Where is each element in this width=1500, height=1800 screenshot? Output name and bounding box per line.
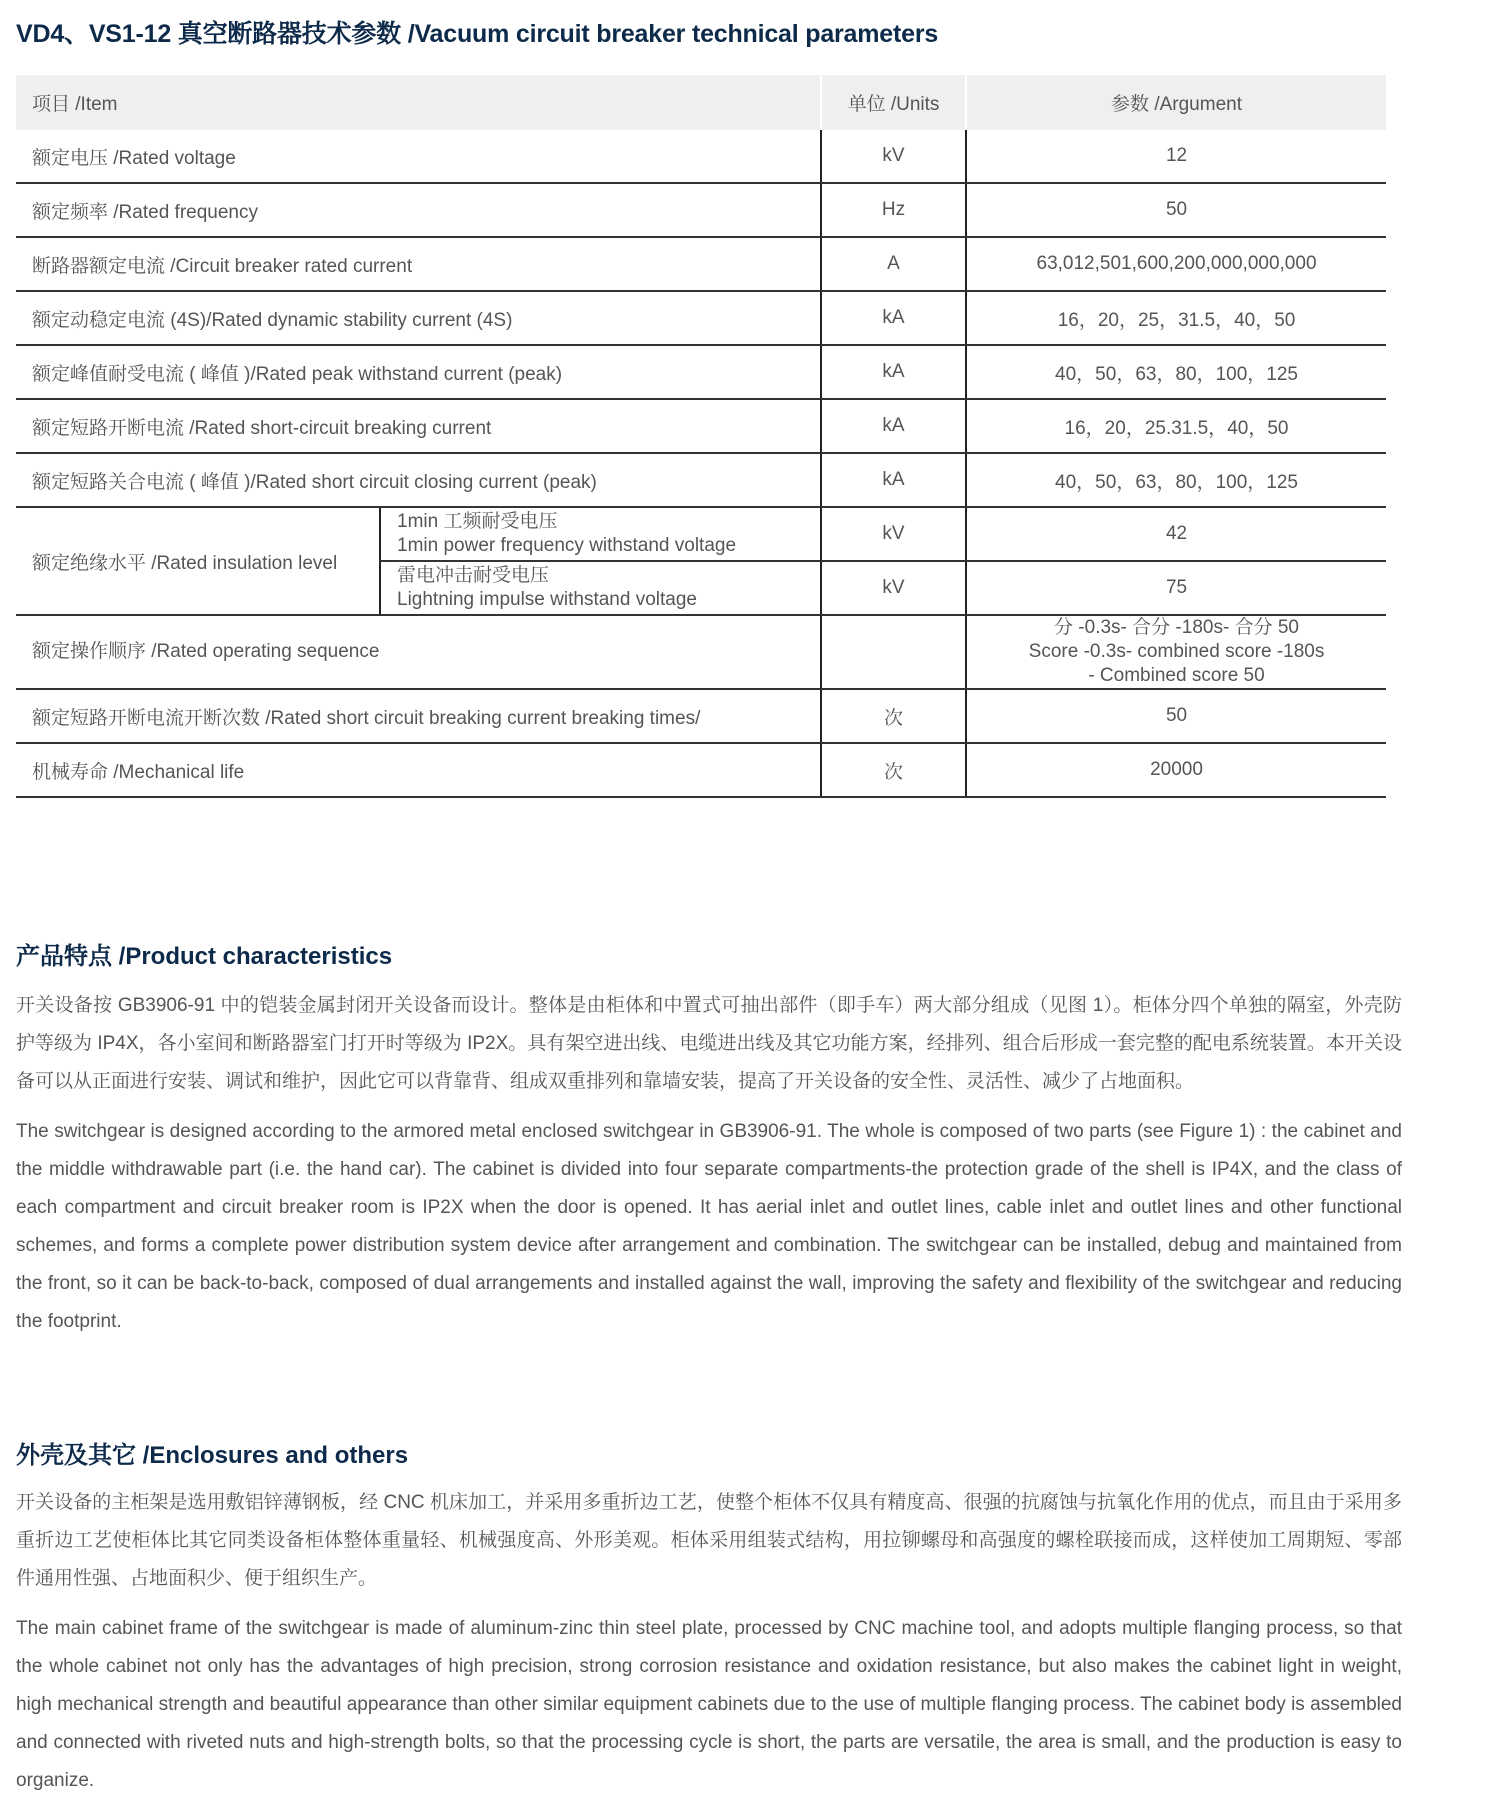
enclosures-paragraph-en: The main cabinet frame of the switchgear is made of aluminum-zinc thin steel plate, processed by CNC machine tool, and adopts multiple flanging process, so that the whole cabinet not only has the advantages of high precision, strong corrosion resistance and oxidation resistance, but also makes the cabinet light in weight, high mechanical strength and beautiful appearance than other similar equipment cabinets due to the use of multiple flanging process. The cabinet body is assembled and connected with riveted nuts and high-strength bolts, so that the processing cycle is short, the parts are versatile, the area is small, and the production is easy to organize.	[16, 1618, 1402, 1791]
row-argument: 50	[966, 183, 1386, 237]
sequence-line-3: - Combined score 50	[1088, 665, 1265, 686]
header-units: 单位 /Units	[821, 75, 966, 130]
row-units: kA	[821, 399, 966, 453]
row-item: 额定短路开断电流 /Rated short-circuit breaking current	[16, 399, 821, 453]
spec-table	[16, 75, 1386, 798]
insulation-sub-1-en: 1min power frequency withstand voltage	[397, 535, 737, 556]
table-row	[16, 183, 1386, 237]
row-item: 机械寿命 /Mechanical life	[16, 743, 821, 797]
table-row	[16, 130, 1386, 183]
insulation-sub-2-cn: 雷电冲击耐受电压	[397, 565, 550, 586]
table-row-sequence	[16, 615, 1386, 689]
row-units: kA	[821, 345, 966, 399]
table-row	[16, 453, 1386, 507]
enclosures-paragraph-cn: 开关设备的主柜架是选用敷铝锌薄钢板，经 CNC 机床加工，并采用多重折边工艺，使整个柜体不仅具有精度高、很强的抗腐蚀与抗氧化作用的优点，而且由于采用多重折边工艺使柜体比其它同类设备柜体整体重量轻、机械强度高、外形美观。柜体采用组装式结构，用拉铆螺母和高强度的螺栓联接而成，这样使加工周期短、零部件通用性强、占地面积少、便于组织生产。	[16, 1492, 1402, 1589]
product-paragraph-en: The switchgear is designed according to the armored metal enclosed switchgear in GB3906-91. The whole is composed of two parts (see Figure 1) : the cabinet and the middle withdrawable part (i.e. the hand car). The cabinet is divided into four separate compartments-the protection grade of the shell is IP4X, and the class of each compartment and circuit breaker room is IP2X when the door is opened. It has aerial inlet and outlet lines, cable inlet and outlet lines and other functional schemes, and forms a complete power distribution system device after arrangement and combination. The switchgear can be installed, debug and maintained from the front, so it can be back-to-back, composed of dual arrangements and installed against the wall, improving the safety and flexibility of the switchgear and reducing the footprint.	[16, 1121, 1402, 1332]
row-argument: 12	[966, 130, 1386, 183]
row-argument: 16，20，25，31.5，40，50	[966, 291, 1386, 345]
sequence-argument	[966, 615, 1386, 689]
sequence-line-2: Score -0.3s- combined score -180s	[1028, 641, 1325, 662]
row-units: kA	[821, 291, 966, 345]
insulation-sub-2	[380, 561, 821, 615]
product-heading: 产品特点 /Product characteristics	[16, 943, 393, 970]
row-item: 额定电压 /Rated voltage	[16, 130, 821, 183]
row-item: 断路器额定电流 /Circuit breaker rated current	[16, 237, 821, 291]
row-units: kV	[821, 130, 966, 183]
row-item: 额定峰值耐受电流 ( 峰值 )/Rated peak withstand current (peak)	[16, 345, 821, 399]
insulation-sub-1	[380, 507, 821, 561]
insulation-sub-2-en: Lightning impulse withstand voltage	[397, 589, 697, 610]
row-argument: 40，50，63，80，100，125	[966, 345, 1386, 399]
row-item: 额定动稳定电流 (4S)/Rated dynamic stability current (4S)	[16, 291, 821, 345]
table-row	[16, 689, 1386, 743]
row-item: 额定短路开断电流开断次数 /Rated short circuit breaking current breaking times/	[16, 689, 821, 743]
page-title: VD4、VS1-12 真空断路器技术参数 /Vacuum circuit breaker technical parameters	[16, 20, 939, 48]
sequence-line-1: 分 -0.3s- 合分 -180s- 合分 50	[1054, 617, 1299, 638]
enclosures-heading: 外壳及其它 /Enclosures and others	[16, 1442, 409, 1469]
row-argument: 16，20，25.31.5，40，50	[966, 399, 1386, 453]
table-header-row	[16, 75, 1386, 130]
row-units: Hz	[821, 183, 966, 237]
row-item: 额定短路关合电流 ( 峰值 )/Rated short circuit closing current (peak)	[16, 453, 821, 507]
table-row	[16, 345, 1386, 399]
row-units: kV	[821, 561, 966, 615]
row-argument: 40，50，63，80，100，125	[966, 453, 1386, 507]
row-units: kV	[821, 507, 966, 561]
row-units: 次	[821, 743, 966, 797]
table-row	[16, 291, 1386, 345]
row-argument: 20000	[966, 743, 1386, 797]
row-units: kA	[821, 453, 966, 507]
insulation-item: 额定绝缘水平 /Rated insulation level	[16, 507, 380, 615]
sequence-item: 额定操作顺序 /Rated operating sequence	[16, 615, 821, 689]
row-units: 次	[821, 689, 966, 743]
product-paragraph-cn: 开关设备按 GB3906-91 中的铠装金属封闭开关设备而设计。整体是由柜体和中置式可抽出部件（即手车）两大部分组成（见图 1）。柜体分四个单独的隔室，外壳防护等级为 IP4X，各小室间和断路器室门打开时等级为 IP2X。具有架空进出线、电缆进出线及其它功能方案，经排列、组合后形成一套完整的配电系统装置。本开关设备可以从正面进行安装、调试和维护，因此它可以背靠背、组成双重排列和靠墙安装，提高了开关设备的安全性、灵活性、减少了占地面积。	[16, 995, 1402, 1092]
table-row	[16, 237, 1386, 291]
row-argument: 50	[966, 689, 1386, 743]
insulation-sub-1-cn: 1min 工频耐受电压	[397, 511, 558, 532]
row-units: A	[821, 237, 966, 291]
header-item: 项目 /Item	[16, 75, 821, 130]
table-row-insulation-1	[16, 507, 1386, 561]
row-argument: 63,012,501,600,200,000,000,000	[966, 237, 1386, 291]
row-item: 额定频率 /Rated frequency	[16, 183, 821, 237]
header-argument: 参数 /Argument	[966, 75, 1386, 130]
row-argument: 75	[966, 561, 1386, 615]
table-row	[16, 399, 1386, 453]
table-row	[16, 743, 1386, 797]
sequence-units	[821, 615, 966, 689]
row-argument: 42	[966, 507, 1386, 561]
